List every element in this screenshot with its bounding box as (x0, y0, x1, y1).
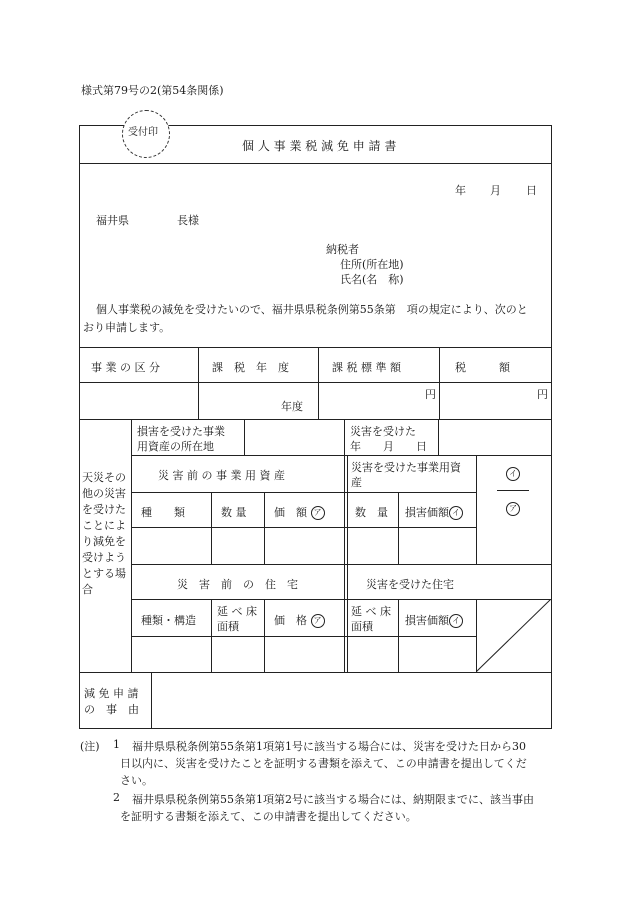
col-value (274, 504, 325, 520)
mark-i-icon: イ (449, 506, 463, 520)
label-line: 他の災害 (82, 487, 126, 500)
asset-header-bottom (131, 492, 476, 493)
summary-bottom-border (79, 419, 551, 420)
page-title: 個 人 事 業 税 減 免 申 請 書 (242, 139, 397, 153)
header-business-class: 事 業 の 区 分 (91, 361, 160, 374)
tax-base-yen: 円 (425, 388, 436, 401)
mark-i-icon: イ (449, 614, 463, 628)
addressee-prefecture: 福井県 (96, 214, 129, 227)
label-line: とする場 (82, 567, 126, 580)
mark-i-top (506, 467, 520, 481)
disaster-date-label: 災害を受けた (350, 425, 416, 438)
house-col-price-label: 価 格 (274, 614, 307, 627)
title-divider (79, 163, 551, 164)
date-month: 月 (490, 184, 501, 197)
col-div-2 (318, 347, 319, 419)
col-kind: 種 類 (141, 506, 185, 519)
frame-left (79, 125, 80, 729)
house-col-price (274, 612, 325, 628)
applicant-name: 氏名(名 称) (340, 273, 404, 286)
note-1-line-2: 日以内に、災害を受けたことを証明する書類を添えて、この申請書を提出してくだ (120, 757, 527, 770)
house-col-floor2-2: 面積 (351, 620, 373, 633)
frame-bottom (79, 728, 551, 729)
fraction-bar (497, 490, 529, 491)
asset-col-header-bottom (131, 527, 476, 528)
damaged-location-label-1: 損害を受けた事業 (137, 425, 225, 438)
intro-line-1: 個人事業税の減免を受けたいので、福井県県税条例第55条第 項の規定により、次のと (96, 303, 528, 316)
damaged-location-label-2: 用資産の所在地 (137, 440, 214, 453)
house-col-floor-1: 延 べ 床 (217, 605, 257, 618)
table-top-border (79, 347, 551, 348)
asset-col-div-1 (211, 492, 212, 564)
disaster-section-bottom (79, 672, 551, 673)
asset-col-div-2 (264, 492, 265, 564)
disaster-date-ymd: 年 月 日 (350, 440, 427, 453)
header-tax-year: 課 税 年 度 (212, 361, 289, 374)
note-2-number: 2 (113, 791, 120, 804)
damaged-assets-header-1: 災害を受けた事業用資 (351, 461, 461, 474)
col-damage-label: 損害価額 (405, 506, 449, 519)
note-2-line-2: を証明する書類を添えて、この申請書を提出してください。 (120, 810, 417, 823)
header-tax-amount: 税 額 (455, 361, 510, 374)
house-col-header-bottom (131, 636, 476, 637)
damaged-assets-header-2: 産 (351, 476, 362, 489)
reason-divider (151, 672, 152, 728)
pre-house-header: 災 害 前 の 住 宅 (177, 578, 298, 591)
mark-a-bottom (506, 502, 520, 516)
label-line: 合 (82, 583, 93, 596)
tax-year-unit: 年度 (281, 400, 303, 413)
addressee-chief: 長様 (177, 214, 199, 227)
house-col-floor2-1: 延 べ 床 (351, 605, 391, 618)
mark-a-icon: ア (311, 506, 325, 520)
asset-data-bottom (131, 564, 551, 565)
mark-a-icon: ア (311, 614, 325, 628)
tax-amount-yen: 円 (537, 388, 548, 401)
applicant-title: 納税者 (326, 243, 359, 256)
date-day: 日 (526, 184, 537, 197)
notes-label: (注) (80, 740, 100, 753)
applicant-address: 住所(所在地) (340, 258, 404, 271)
date-label-divider-left (344, 419, 345, 455)
note-1-number: 1 (113, 738, 120, 751)
label-line: を受けた (82, 503, 126, 516)
mark-column-divider (476, 455, 477, 564)
house-damage-label: 損害価額 (405, 614, 449, 627)
disaster-case-label (82, 470, 130, 598)
col-qty: 数 量 (221, 506, 247, 519)
stamp-label: 受付印 (128, 127, 158, 138)
col-damage-value (405, 504, 463, 520)
col-qty2: 数 量 (355, 506, 388, 519)
label-line: 受けよう (82, 551, 126, 564)
form-id: 様式第79号の2(第54条関係) (81, 84, 224, 97)
date-year: 年 (455, 184, 466, 197)
label-line: 天災その (82, 471, 126, 484)
label-line: り減免を (82, 535, 126, 548)
location-row-bottom (131, 455, 551, 456)
col-div-1 (198, 347, 199, 419)
header-bottom-border (79, 382, 551, 383)
location-divider (244, 419, 245, 455)
house-col-kind: 種類・構造 (141, 614, 196, 627)
header-tax-base: 課 税 標 準 額 (332, 361, 401, 374)
mark-i-icon: イ (506, 467, 520, 481)
col-value-label: 価 額 (274, 506, 307, 519)
label-line: ことによ (82, 519, 126, 532)
house-col-damage-value (405, 612, 463, 628)
intro-line-2: おり申請します。 (83, 321, 171, 334)
diagonal-strike (476, 599, 552, 673)
note-1-line-1: 福井県県税条例第55条第1項第1号に該当する場合には、災害を受けた日から30 (132, 740, 526, 753)
asset-col-div-3 (398, 492, 399, 564)
house-col-floor-2: 面積 (217, 620, 239, 633)
reason-label-1: 減 免 申 請 (84, 687, 139, 700)
note-2-line-1: 福井県県税条例第55条第1項第2号に該当する場合には、納期限までに、該当事由 (132, 793, 534, 806)
col-div-3 (439, 347, 440, 419)
note-1-line-3: さい。 (120, 774, 153, 787)
pre-assets-header: 災 害 前 の 事 業 用 資 産 (158, 469, 285, 482)
reason-label-2: の 事 由 (84, 703, 139, 716)
left-label-divider (131, 419, 132, 672)
mark-a-icon: ア (506, 502, 520, 516)
damaged-house-header: 災害を受けた住宅 (366, 578, 454, 591)
date-label-divider-right (438, 419, 439, 455)
